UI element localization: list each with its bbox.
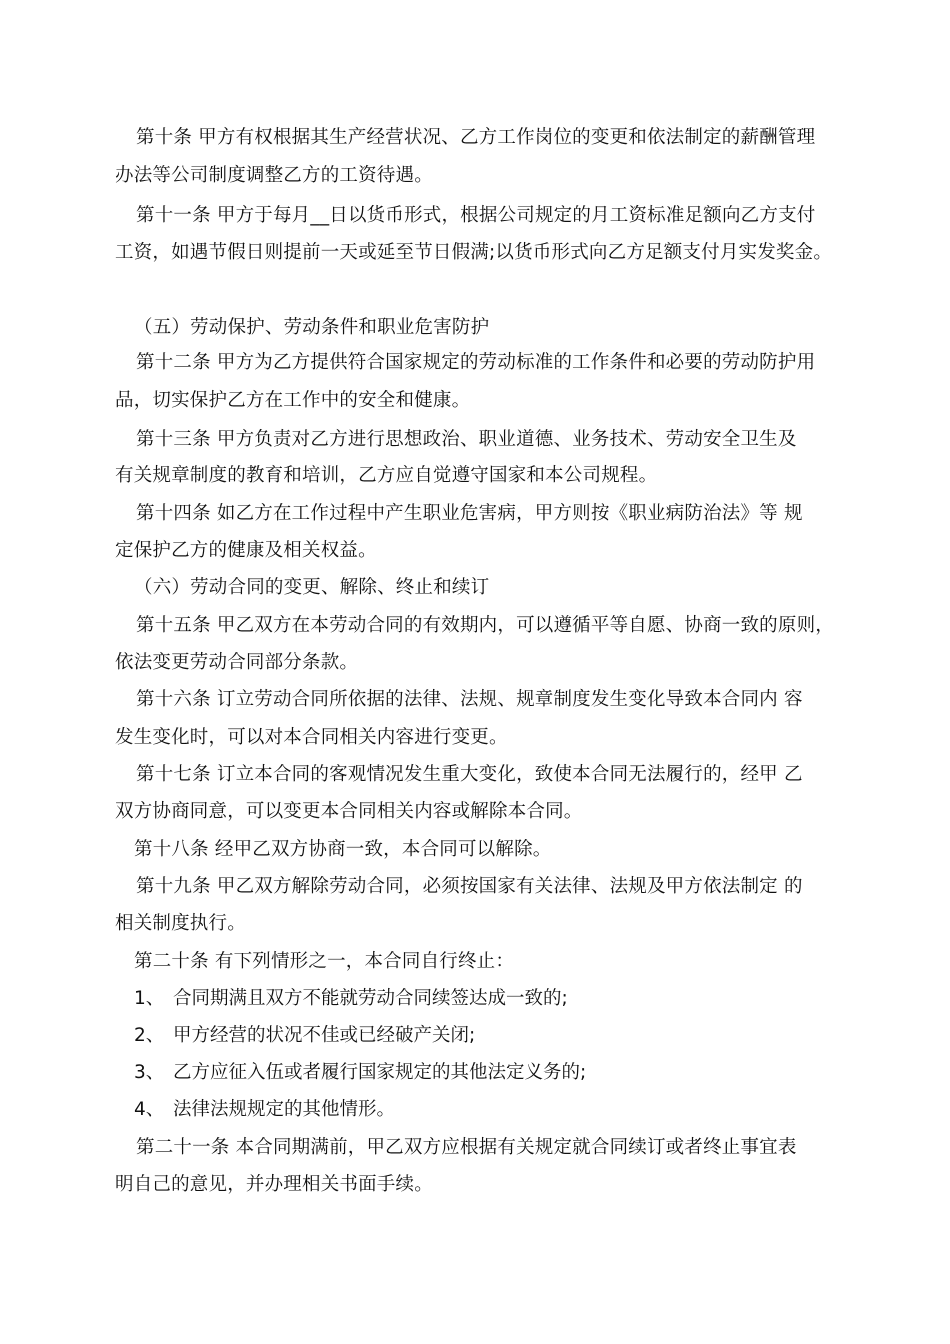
article-20-line-1: 第二十条 有下列情形之一，本合同自行终止：	[134, 951, 515, 972]
list-item-number: 4、	[134, 1099, 165, 1120]
article-11-line-2: 工资，如遇节假日则提前一天或延至节日假满;以货币形式向乙方足额支付月实发奖金。	[115, 242, 833, 263]
article-15-line-2: 依法变更劳动合同部分条款。	[115, 652, 359, 673]
article-19-line-1: 第十九条 甲乙双方解除劳动合同，必须按国家有关法律、法规及甲方依法制定 的	[136, 876, 803, 897]
article-21-line-1: 第二十一条 本合同期满前，甲乙双方应根据有关规定就合同续订或者终止事宜表	[136, 1137, 797, 1158]
article-17-line-2: 双方协商同意，可以变更本合同相关内容或解除本合同。	[115, 801, 583, 822]
article-17-line-1: 第十七条 订立本合同的客观情况发生重大变化，致使本合同无法履行的，经甲 乙	[136, 764, 803, 785]
article-16-line-2: 发生变化时，可以对本合同相关内容进行变更。	[115, 727, 508, 748]
article-13-line-2: 有关规章制度的教育和培训，乙方应自觉遵守国家和本公司规程。	[115, 465, 658, 486]
article-12-line-2: 品，切实保护乙方在工作中的安全和健康。	[115, 390, 471, 411]
section-5-heading: （五）劳动保护、劳动条件和职业危害防护	[134, 317, 490, 338]
list-item-number: 1、	[134, 988, 165, 1009]
article-12-line-1: 第十二条 甲方为乙方提供符合国家规定的劳动标准的工作条件和必要的劳动防护用	[136, 352, 816, 373]
article-16-line-1: 第十六条 订立劳动合同所依据的法律、法规、规章制度发生变化导致本合同内 容	[136, 689, 803, 710]
article-21-line-2: 明自己的意见，并办理相关书面手续。	[115, 1174, 433, 1195]
list-item-text: 乙方应征入伍或者履行国家规定的其他法定义务的;	[173, 1062, 587, 1083]
article-15-line-1: 第十五条 甲乙双方在本劳动合同的有效期内，可以遵循平等自愿、协商一致的原则，	[136, 615, 834, 636]
list-item-text: 合同期满且双方不能就劳动合同续签达成一致的;	[173, 988, 568, 1009]
list-item-number: 2、	[134, 1025, 165, 1046]
article-10-line-1: 第十条 甲方有权根据其生产经营状况、乙方工作岗位的变更和依法制定的薪酬管理	[136, 127, 816, 148]
list-item-number: 3、	[134, 1062, 165, 1083]
list-item-text: 法律法规规定的其他情形。	[173, 1099, 396, 1120]
list-item-text: 甲方经营的状况不佳或已经破产关闭;	[173, 1025, 476, 1046]
article-10-line-2: 办法等公司制度调整乙方的工资待遇。	[115, 165, 433, 186]
article-14-line-1: 第十四条 如乙方在工作过程中产生职业危害病，甲方则按《职业病防治法》等 规	[136, 503, 803, 524]
section-6-heading: （六）劳动合同的变更、解除、终止和续订	[134, 577, 490, 598]
article-14-line-2: 定保护乙方的健康及相关权益。	[115, 540, 377, 561]
article-19-line-2: 相关制度执行。	[115, 913, 246, 934]
article-13-line-1: 第十三条 甲方负责对乙方进行思想政治、职业道德、业务技术、劳动安全卫生及	[136, 429, 797, 450]
article-11-line-1: 第十一条 甲方于每月__日以货币形式，根据公司规定的月工资标准足额向乙方支付	[136, 205, 816, 226]
article-18-line-1: 第十八条 经甲乙双方协商一致，本合同可以解除。	[134, 839, 552, 860]
